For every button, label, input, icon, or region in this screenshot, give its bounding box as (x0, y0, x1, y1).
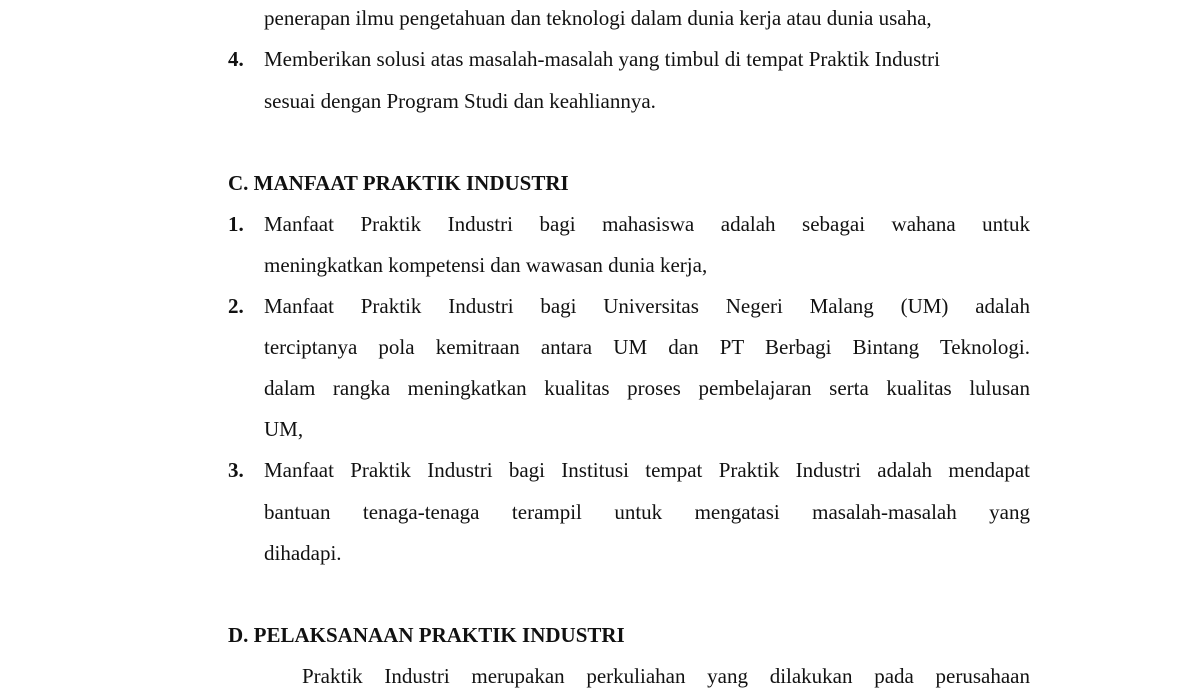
list-item-number: 1. (228, 212, 244, 236)
list-item-text: Manfaat Praktik Industri bagi Institusi tempat Praktik Industri adalah mendapat (264, 458, 1030, 482)
list-item-text: dalam rangka meningkatkan kualitas proses pembelajaran serta kualitas lulusan (264, 376, 1030, 400)
list-item-text: bantuan tenaga-tenaga terampil untuk mengatasi masalah-masalah yang (264, 500, 1030, 524)
section-heading: C. MANFAAT PRAKTIK INDUSTRI (228, 171, 569, 195)
list-item-text: meningkatkan kompetensi dan wawasan dunia kerja, (264, 253, 708, 277)
list-item-text: Manfaat Praktik Industri bagi mahasiswa adalah sebagai wahana untuk (264, 212, 1030, 236)
paragraph-text: Praktik Industri merupakan perkuliahan yang dilakukan pada perusahaan (302, 664, 1030, 688)
list-item-text: Memberikan solusi atas masalah-masalah yang timbul di tempat Praktik Industri (264, 47, 940, 71)
list-item-continuation: penerapan ilmu pengetahuan dan teknologi dalam dunia kerja atau dunia usaha, (264, 6, 932, 30)
list-item-number: 3. (228, 458, 244, 482)
list-item-text: Manfaat Praktik Industri bagi Universitas Negeri Malang (UM) adalah (264, 294, 1030, 318)
list-item-text: sesuai dengan Program Studi dan keahliannya. (264, 89, 656, 113)
list-item-text: dihadapi. (264, 541, 342, 565)
list-item-number: 4. (228, 47, 244, 71)
section-heading: D. PELAKSANAAN PRAKTIK INDUSTRI (228, 623, 625, 647)
list-item-text: terciptanya pola kemitraan antara UM dan PT Berbagi Bintang Teknologi. (264, 335, 1030, 359)
list-item-text: UM, (264, 417, 304, 441)
list-item-number: 2. (228, 294, 244, 318)
